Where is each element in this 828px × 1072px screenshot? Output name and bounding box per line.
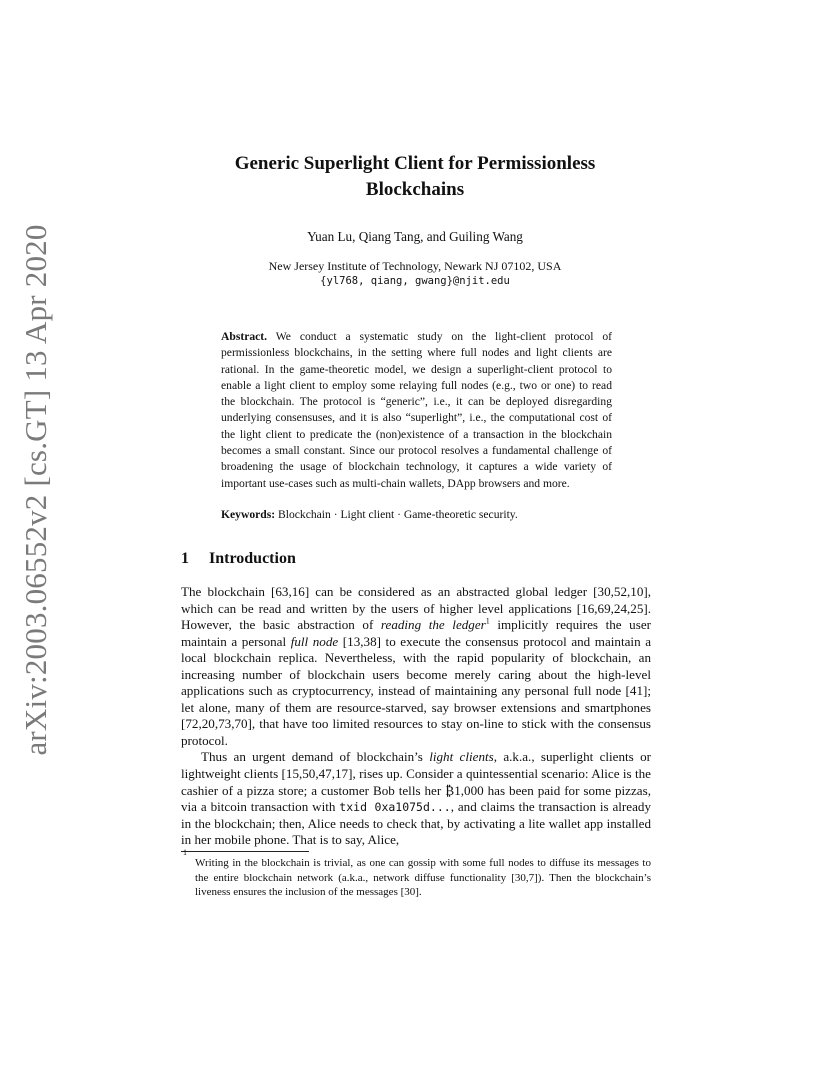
paragraph-text: Thus an urgent demand of blockchain’s (201, 749, 430, 765)
section-number: 1 (181, 550, 189, 567)
keywords (221, 508, 621, 521)
paragraph-text: [13,38] to execute the consensus protocol and maintain a local blockchain replica. Nevertheless, with the rapid popularity of blockchain, an increasing number of blockchain users become merely caring about the high-level applications such as cryptocurrency, instead of maintaining any personal full node [41]; let alone, many of them are resource-starved, say browser extensions and smartphones [72,20,73,70], that have too limited resources to stay on-line to stick with the consensus protocol. (181, 633, 652, 748)
paragraph-text: implicitly requires the user maintain a personal (181, 617, 651, 649)
paper-title-line-1: Generic Superlight Client for Permissionless (234, 153, 596, 174)
transaction-id: txid 0xa1075d... (339, 800, 451, 815)
author-list: Yuan Lu, Qiang Tang, and Guiling Wang (307, 229, 523, 244)
paragraph (181, 749, 651, 848)
abstract (221, 329, 612, 492)
paragraph-text: The blockchain [63,16] can be considered as an abstracted global ledger [30,52,10], which can be read and written by the users of higher level applications [16,69,24,25]. However, the basic abstraction of (181, 584, 651, 633)
emphasis-text: full node (290, 633, 339, 649)
emphasis-text: light clients (429, 749, 494, 765)
paper-title-line-2: Blockchains (365, 179, 465, 200)
paper-title (150, 151, 680, 203)
footnote-text: Writing in the blockchain is trivial, as one can gossip with some full nodes to diffuse its messages to the entire blockchain network (a.k.a., network diffuse functionality [30,7]). Then the blockchain’s liveness ensures the inclusion of the messages [30]. (195, 857, 651, 899)
affiliation: New Jersey Institute of Technology, Newark NJ 07102, USA (268, 259, 562, 273)
section-heading (181, 550, 296, 568)
arxiv-identifier: arXiv:2003.06552v2 [cs.GT] 13 Apr 2020 (18, 224, 53, 756)
author-emails: {yl768, qiang, gwang}@njit.edu (320, 275, 510, 287)
arxiv-sidebar-stamp (12, 224, 60, 756)
footnote-divider (181, 851, 309, 852)
keywords-text: Blockchain · Light client · Game-theoretic security. (278, 508, 518, 521)
paragraph-text: , and claims the transaction is already in the blockchain; then, Alice needs to check that, by activating a lite wallet app installed in her mobile phone. That is to say, Alice, (181, 799, 652, 848)
footnote: 1 Writing in the blockchain is trivial, as one can gossip with some full nodes to diffuse its messages to the entire blockchain network (a.k.a., network diffuse functionality [30,7]). Then the blockchain’s liveness ensures the inclusion of the messages [30]. (183, 848, 651, 899)
emphasis-text: reading the ledger (380, 617, 486, 633)
introduction-body (181, 584, 651, 849)
paragraph-text: , a.k.a., superlight clients or lightweight clients [15,50,47,17], rises up. Consider a quintessential scenario: Alice is the cashier of a pizza store; a customer Bob tells her ₿1,000 has been paid for some pizzas, via a bitcoin transaction with (181, 749, 652, 815)
abstract-text: We conduct a systematic study on the light-client protocol of permissionless blockchains, in the setting where full nodes and light clients are rational. In the game-theoretic model, we design a superlight-client protocol to enable a light client to employ some relaying full nodes (e.g., two or one) to read the blockchain. The protocol is “generic”, i.e., it can be deployed disregarding underlying consensuses, and it is also “superlight”, i.e., the computational cost of the light client to predicate the (non)existence of a transaction in the blockchain becomes a small constant. Since our protocol resolves a fundamental challenge of broadening the usage of blockchain technology, it captures a wide variety of important use-cases such as multi-chain wallets, DApp browsers and more. (221, 330, 612, 490)
affiliation-block (150, 259, 680, 289)
keywords-label: Keywords: (221, 508, 276, 521)
footnote-reference: 1 (485, 616, 490, 626)
section-title: Introduction (209, 550, 296, 567)
paragraph (181, 584, 651, 749)
abstract-label: Abstract. (221, 330, 268, 343)
